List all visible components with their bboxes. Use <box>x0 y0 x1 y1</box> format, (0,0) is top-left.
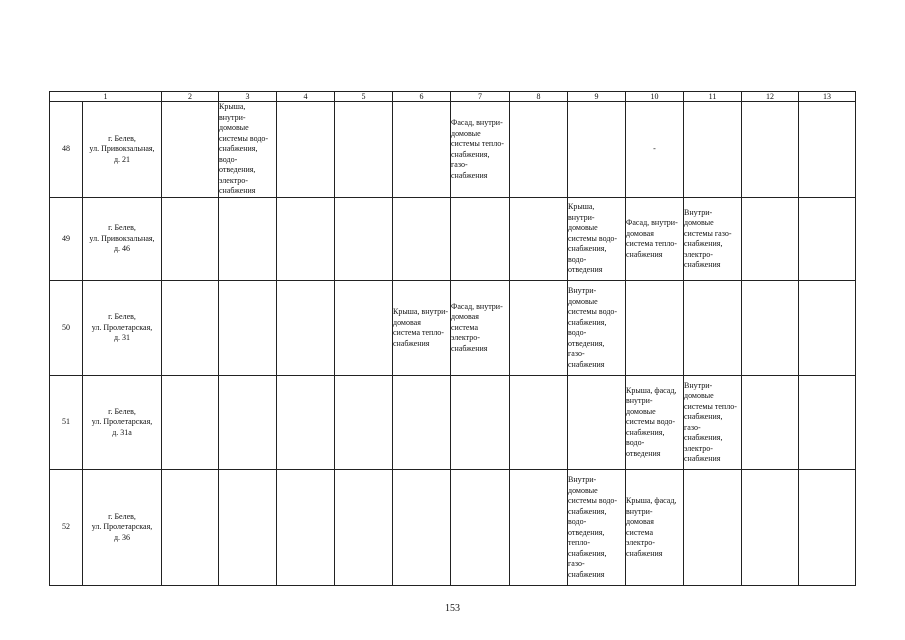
empty-cell <box>219 198 277 281</box>
work-cell-col-3 <box>219 102 277 198</box>
empty-cell <box>684 281 742 376</box>
header-row <box>50 92 856 102</box>
work-line: Крыша, <box>568 202 595 212</box>
work-line: система <box>451 322 478 332</box>
address-line: ул. Привокзальная, <box>89 144 155 154</box>
table-row <box>50 281 856 376</box>
work-line: электро- <box>451 333 480 343</box>
work-line: системы водо- <box>568 233 618 243</box>
address-line: г. Белев, <box>108 511 136 521</box>
address-line: д. 36 <box>113 532 131 542</box>
column-header-8: 8 <box>510 92 568 102</box>
empty-cell <box>162 198 219 281</box>
work-line: Внутри- <box>568 475 597 484</box>
empty-cell <box>799 470 856 586</box>
empty-cell <box>335 281 393 376</box>
address-line: г. Белев, <box>108 406 136 416</box>
work-line: внутри- <box>219 112 246 122</box>
work-line: отведения, <box>568 338 605 348</box>
empty-cell <box>799 376 856 470</box>
work-cell-col-10 <box>626 198 684 281</box>
work-line: Фасад, внутри- <box>626 218 678 227</box>
column-header-5: 5 <box>335 92 393 102</box>
work-line: снабжения <box>568 569 605 579</box>
column-header-13: 13 <box>799 92 856 102</box>
address-line: ул. Пролетарская, <box>91 522 153 532</box>
empty-cell <box>510 198 568 281</box>
empty-cell <box>393 102 451 198</box>
work-line: снабжения, <box>568 244 607 254</box>
empty-cell <box>451 376 510 470</box>
work-line: Внутри- <box>568 286 597 295</box>
row-number-cell: 52 <box>50 470 83 586</box>
empty-cell <box>277 376 335 470</box>
empty-cell <box>335 470 393 586</box>
work-line: электро- <box>626 538 655 547</box>
work-line: электро- <box>684 249 713 259</box>
address-line: г. Белев, <box>108 133 136 143</box>
work-line: системы тепло- <box>684 401 737 411</box>
work-line: снабжения <box>451 343 488 353</box>
empty-cell <box>510 376 568 470</box>
work-line: Крыша, фасад, <box>626 496 677 505</box>
work-line: снабжения <box>626 249 663 259</box>
work-cell-col-9 <box>568 281 626 376</box>
address-line: д. 21 <box>113 154 131 164</box>
work-cell-col-9 <box>568 198 626 281</box>
empty-cell <box>219 470 277 586</box>
work-line: системы водо- <box>568 496 618 505</box>
work-line: снабжения <box>684 260 721 269</box>
work-line: домовые <box>568 296 598 306</box>
empty-cell <box>742 376 799 470</box>
work-line: домовая <box>393 317 421 327</box>
work-line: снабжения, <box>568 548 607 558</box>
empty-cell <box>393 198 451 281</box>
empty-cell <box>742 281 799 376</box>
empty-cell <box>335 198 393 281</box>
empty-cell <box>799 198 856 281</box>
table-row <box>50 102 856 198</box>
empty-cell <box>393 470 451 586</box>
empty-cell <box>742 102 799 198</box>
empty-cell <box>510 102 568 198</box>
work-cell-col-11 <box>684 198 742 281</box>
column-header-1: 1 <box>50 92 162 102</box>
work-cell-col-10 <box>626 470 684 586</box>
empty-cell <box>684 102 742 198</box>
work-line: снабжения, <box>451 149 490 159</box>
empty-cell <box>799 281 856 376</box>
empty-cell <box>568 376 626 470</box>
work-line: водо- <box>568 254 587 264</box>
work-line: снабжения, <box>684 412 723 421</box>
column-header-6: 6 <box>393 92 451 102</box>
work-line: внутри- <box>626 506 653 516</box>
work-line: снабжения <box>451 170 488 180</box>
work-line: система тепло- <box>626 239 677 248</box>
empty-cell <box>219 376 277 470</box>
work-line: отведения <box>626 448 661 458</box>
work-line: газо- <box>684 422 701 432</box>
column-header-4: 4 <box>277 92 335 102</box>
work-line: газо- <box>451 160 468 169</box>
address-line: ул. Привокзальная, <box>89 233 155 243</box>
work-line: Внутри- <box>684 207 713 217</box>
empty-cell <box>219 281 277 376</box>
address-line: д. 31 <box>113 333 131 343</box>
empty-cell <box>162 281 219 376</box>
address-cell <box>83 198 162 281</box>
row-number-cell: 50 <box>50 281 83 376</box>
work-line: внутри- <box>626 396 653 406</box>
empty-cell <box>451 198 510 281</box>
empty-cell <box>510 281 568 376</box>
work-line: Крыша, <box>219 102 246 112</box>
empty-cell <box>742 198 799 281</box>
work-line: снабжения, <box>684 239 723 248</box>
work-line: снабжения <box>393 338 430 348</box>
work-line: системы тепло- <box>451 139 504 148</box>
column-header-12: 12 <box>742 92 799 102</box>
page-number: 153 <box>445 603 460 614</box>
address-line: г. Белев, <box>108 223 136 233</box>
work-line: газо- <box>568 349 585 358</box>
work-line: снабжения, <box>626 427 665 437</box>
empty-cell <box>162 102 219 198</box>
empty-cell <box>277 198 335 281</box>
address-line: г. Белев, <box>108 312 136 322</box>
column-header-10: 10 <box>626 92 684 102</box>
work-line: газо- <box>568 559 585 568</box>
work-line: снабжения, <box>568 317 607 327</box>
work-line: снабжения, <box>568 506 607 516</box>
table-row <box>50 198 856 281</box>
empty-cell <box>684 470 742 586</box>
work-line: домовые <box>451 128 481 138</box>
column-header-2: 2 <box>162 92 219 102</box>
work-line: водо- <box>568 517 587 526</box>
work-line: системы водо- <box>219 133 269 143</box>
work-line: внутри- <box>568 212 595 222</box>
column-header-3: 3 <box>219 92 277 102</box>
empty-cell <box>335 376 393 470</box>
work-line: система <box>626 527 653 537</box>
empty-cell <box>162 470 219 586</box>
work-line: домовые <box>219 123 249 133</box>
table-row <box>50 470 856 586</box>
work-line: снабжения, <box>684 433 723 442</box>
work-cell-col-11 <box>684 376 742 470</box>
address-line: ул. Пролетарская, <box>91 322 153 332</box>
work-line: отведения <box>568 265 603 275</box>
work-cell-col-7 <box>451 102 510 198</box>
row-number-cell: 51 <box>50 376 83 470</box>
empty-cell <box>335 102 393 198</box>
work-line: водо- <box>626 438 645 448</box>
empty-cell <box>277 281 335 376</box>
work-line: Внутри- <box>684 380 713 390</box>
empty-cell <box>277 470 335 586</box>
address-cell <box>83 470 162 586</box>
work-line: водо- <box>568 328 587 337</box>
row-number-cell: 48 <box>50 102 83 198</box>
address-cell <box>83 376 162 470</box>
work-line: системы водо- <box>626 417 676 427</box>
work-line: системы газо- <box>684 228 732 238</box>
work-line: Крыша, внутри- <box>393 307 449 316</box>
work-line: Фасад, внутри- <box>451 118 503 127</box>
column-header-11: 11 <box>684 92 742 102</box>
empty-cell <box>162 376 219 470</box>
work-line: домовая <box>626 228 654 238</box>
work-line: домовая <box>626 517 654 526</box>
work-line: система тепло- <box>393 328 444 337</box>
work-line: Крыша, фасад, <box>626 385 677 395</box>
work-line: снабжения <box>568 359 605 369</box>
work-cell-col-10 <box>626 376 684 470</box>
work-line: водо- <box>219 154 238 164</box>
work-line: домовые <box>684 391 714 400</box>
empty-cell <box>568 102 626 198</box>
work-line: тепло- <box>568 538 590 547</box>
empty-cell <box>626 281 684 376</box>
address-line: д. 46 <box>113 244 131 254</box>
dash-mark-cell: - <box>626 102 684 198</box>
column-header-7: 7 <box>451 92 510 102</box>
work-line: домовая <box>451 312 479 322</box>
work-line: домовые <box>568 485 598 495</box>
empty-cell <box>277 102 335 198</box>
empty-cell <box>799 102 856 198</box>
empty-cell <box>742 470 799 586</box>
empty-cell <box>451 470 510 586</box>
table-row <box>50 376 856 470</box>
work-line: Фасад, внутри- <box>451 301 503 311</box>
repair-schedule-table <box>49 91 856 586</box>
work-cell-col-6 <box>393 281 451 376</box>
empty-cell <box>393 376 451 470</box>
row-number-cell: 49 <box>50 198 83 281</box>
column-header-9: 9 <box>568 92 626 102</box>
work-line: снабжения <box>626 548 663 558</box>
address-cell <box>83 102 162 198</box>
address-line: ул. Пролетарская, <box>91 417 153 427</box>
empty-cell <box>510 470 568 586</box>
address-cell <box>83 281 162 376</box>
work-line: домовые <box>626 406 656 416</box>
work-line: отведения, <box>568 527 605 537</box>
work-cell-col-9 <box>568 470 626 586</box>
work-line: домовые <box>568 223 598 233</box>
work-line: отведения, <box>219 165 256 175</box>
work-line: снабжения, <box>219 144 258 154</box>
address-line: д. 31а <box>112 427 132 437</box>
work-cell-col-7 <box>451 281 510 376</box>
work-line: системы водо- <box>568 307 618 316</box>
work-line: снабжения <box>684 454 721 463</box>
work-line: электро- <box>219 175 248 185</box>
work-line: снабжения <box>219 186 256 196</box>
work-line: электро- <box>684 443 713 453</box>
work-line: домовые <box>684 218 714 227</box>
